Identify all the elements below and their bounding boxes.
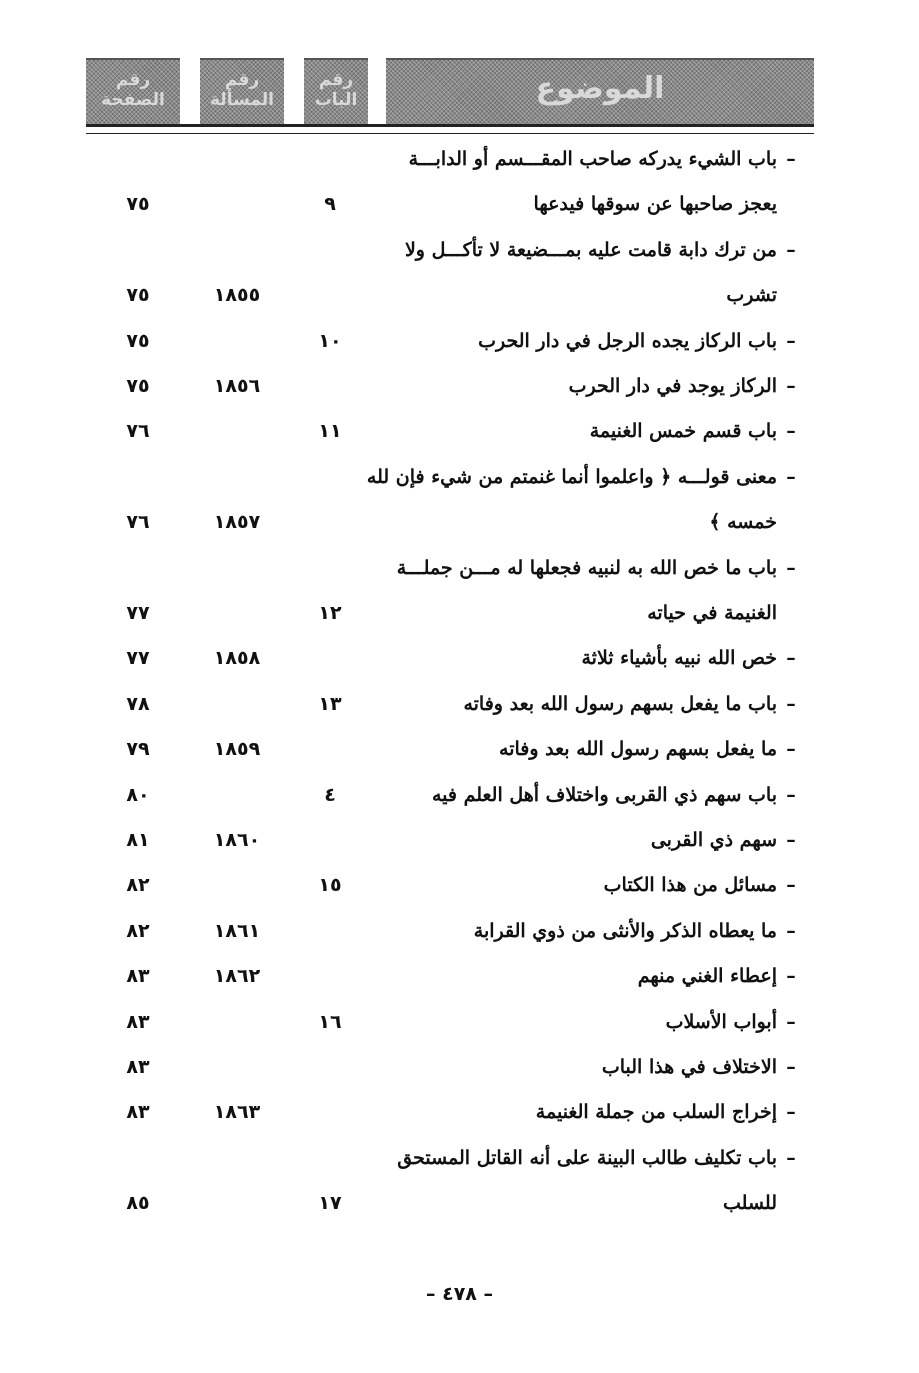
- entry-dash: –: [786, 557, 796, 579]
- chapter-number: [285, 817, 375, 863]
- header-topic-label: الموضوع: [535, 71, 665, 106]
- chapter-number: ١٥: [318, 874, 342, 896]
- issue-number: ١٨٥٧: [213, 511, 261, 533]
- entry-dash: –: [786, 148, 796, 170]
- entry-title-text: الركاز يوجد في دار الحرب: [568, 375, 777, 397]
- table-header: [86, 58, 814, 122]
- table-row: [0, 681, 919, 727]
- chapter-number: [285, 454, 375, 500]
- page-ref: ٨٢: [126, 920, 150, 942]
- chapter-number: [285, 726, 375, 772]
- issue-number: [192, 1180, 282, 1226]
- table-row: [0, 272, 919, 318]
- page-ref: [93, 454, 183, 500]
- issue-number: ١٨٥٩: [213, 738, 261, 760]
- page-ref: ٨٣: [126, 1056, 150, 1078]
- entry-title-text: تشرب: [726, 284, 777, 306]
- entry-title-text: سهم ذي القربى: [650, 829, 777, 851]
- entry-title-text: إخراج السلب من جملة الغنيمة: [535, 1101, 777, 1123]
- table-row: [0, 136, 919, 182]
- page-ref: [93, 545, 183, 591]
- table-row: [0, 318, 919, 364]
- page-ref: ٨٥: [126, 1192, 150, 1214]
- issue-number: [192, 454, 282, 500]
- table-row: [0, 817, 919, 863]
- issue-number: ١٨٦١: [213, 920, 261, 942]
- entry-dash: –: [786, 647, 796, 669]
- entry-title-text: باب سهم ذي القربى واختلاف أهل العلم فيه: [431, 784, 777, 806]
- entry-dash: –: [786, 965, 796, 987]
- page-ref: ٨٠: [126, 784, 150, 806]
- entry-title-text: باب الشيء يدركه صاحب المقـــسم أو الدابـــة: [408, 148, 777, 170]
- entry-title-text: معنى قولـــه ﴿ واعلموا أنما غنمتم من شيء فإن لله: [366, 466, 777, 488]
- entry-dash: –: [786, 784, 796, 806]
- entry-dash: –: [786, 1101, 796, 1123]
- page-ref: ٧٥: [126, 193, 150, 215]
- page-ref: ٨٣: [126, 1011, 150, 1033]
- entry-title-text: باب ما يفعل بسهم رسول الله بعد وفاته: [463, 693, 777, 715]
- table-row: [0, 1044, 919, 1090]
- table-row: [0, 1089, 919, 1135]
- issue-number: [192, 999, 282, 1045]
- table-row: [0, 908, 919, 954]
- chapter-number: ١٣: [318, 693, 342, 715]
- table-row: [0, 545, 919, 591]
- table-row: [0, 772, 919, 818]
- issue-number: [192, 862, 282, 908]
- page-ref: ٨١: [126, 829, 150, 851]
- issue-number: [192, 545, 282, 591]
- page-ref: ٨٢: [126, 874, 150, 896]
- entry-title-text: خمسه ﴾: [709, 511, 777, 533]
- table-row: [0, 999, 919, 1045]
- entry-title-text: باب الركاز يجده الرجل في دار الحرب: [478, 330, 777, 352]
- header-masala-column: [200, 58, 284, 124]
- chapter-number: [285, 953, 375, 999]
- chapter-number: [285, 136, 375, 182]
- entry-dash: –: [786, 420, 796, 442]
- entry-title-text: باب ما خص الله به لنبيه فجعلها له مـــن جملـــة: [396, 557, 777, 579]
- entry-title-text: من ترك دابة قامت عليه بمـــضيعة لا تأكـــل ولا: [404, 239, 777, 261]
- table-row: [0, 408, 919, 454]
- chapter-number: [285, 908, 375, 954]
- table-row: [0, 454, 919, 500]
- entry-dash: –: [786, 829, 796, 851]
- entry-title-text: يعجز صاحبها عن سوقها فيدعها: [533, 193, 777, 215]
- header-masala-label: رقم المسألة: [210, 70, 274, 110]
- entry-dash: –: [786, 920, 796, 942]
- entry-title-text: إعطاء الغني منهم: [637, 965, 777, 987]
- chapter-number: ١٠: [318, 330, 342, 352]
- issue-number: ١٨٥٦: [213, 375, 261, 397]
- entry-title-text: باب تكليف طالب البينة على أنه القاتل المستحق: [397, 1147, 777, 1169]
- issue-number: [192, 318, 282, 364]
- entry-dash: –: [786, 1147, 796, 1169]
- chapter-number: [285, 1135, 375, 1181]
- entry-dash: –: [786, 693, 796, 715]
- page-ref: ٨٣: [126, 1101, 150, 1123]
- issue-number: ١٨٥٥: [213, 284, 261, 306]
- chapter-number: [285, 1044, 375, 1090]
- entry-title-text: باب قسم خمس الغنيمة: [589, 420, 777, 442]
- page-number: – ٤٧٨ –: [425, 1283, 494, 1305]
- issue-number: [192, 590, 282, 636]
- chapter-number: ١٦: [318, 1011, 342, 1033]
- table-row: [0, 1135, 919, 1181]
- chapter-number: [285, 545, 375, 591]
- header-bab-label: رقم الباب: [314, 70, 358, 110]
- chapter-number: [285, 635, 375, 681]
- chapter-number: [285, 363, 375, 409]
- chapter-number: ٩: [324, 193, 336, 215]
- table-row: [0, 590, 919, 636]
- chapter-number: ١٢: [318, 602, 342, 624]
- issue-number: ١٨٦٣: [213, 1101, 261, 1123]
- chapter-number: ١٧: [318, 1192, 342, 1214]
- chapter-number: ١١: [318, 420, 342, 442]
- header-topic-column: [386, 58, 814, 124]
- entry-title-text: أبواب الأسلاب: [665, 1011, 777, 1033]
- table-row: [0, 862, 919, 908]
- table-row: [0, 363, 919, 409]
- page-ref: ٧٦: [126, 420, 150, 442]
- entry-dash: –: [786, 874, 796, 896]
- page-ref: ٧٩: [126, 738, 150, 760]
- header-bab-column: [304, 58, 368, 124]
- entry-title-text: ما يفعل بسهم رسول الله بعد وفاته: [499, 738, 777, 760]
- issue-number: [192, 227, 282, 273]
- entry-dash: –: [786, 239, 796, 261]
- entry-title-text: الغنيمة في حياته: [647, 602, 777, 624]
- table-row: [0, 726, 919, 772]
- entry-dash: –: [786, 1056, 796, 1078]
- issue-number: [192, 681, 282, 727]
- entry-dash: –: [786, 1011, 796, 1033]
- chapter-number: [285, 227, 375, 273]
- entry-dash: –: [786, 375, 796, 397]
- page-ref: ٧٨: [126, 693, 150, 715]
- issue-number: [192, 1135, 282, 1181]
- chapter-number: [285, 1089, 375, 1135]
- entry-title-text: مسائل من هذا الكتاب: [603, 874, 777, 896]
- table-row: [0, 635, 919, 681]
- page-ref: [93, 136, 183, 182]
- page-ref: ٧٥: [126, 284, 150, 306]
- page-ref: ٧٧: [126, 602, 150, 624]
- entry-dash: –: [786, 466, 796, 488]
- page-ref: [93, 227, 183, 273]
- header-page-column: [86, 58, 180, 124]
- issue-number: [192, 1044, 282, 1090]
- page-ref: [93, 1135, 183, 1181]
- entry-title-text: ما يعطاه الذكر والأنثى من ذوي القرابة: [473, 920, 777, 942]
- issue-number: [192, 181, 282, 227]
- header-rule: [86, 124, 814, 134]
- table-row: [0, 953, 919, 999]
- issue-number: [192, 136, 282, 182]
- page-ref: ٧٦: [126, 511, 150, 533]
- issue-number: [192, 408, 282, 454]
- issue-number: [192, 772, 282, 818]
- entry-dash: –: [786, 738, 796, 760]
- issue-number: ١٨٦٢: [213, 965, 261, 987]
- table-row: [0, 499, 919, 545]
- table-row: [0, 1180, 919, 1226]
- table-row: [0, 227, 919, 273]
- entry-title-text: خص الله نبيه بأشياء ثلاثة: [581, 647, 777, 669]
- table-row: [0, 181, 919, 227]
- page-ref: ٧٥: [126, 330, 150, 352]
- chapter-number: [285, 272, 375, 318]
- entry-dash: –: [786, 330, 796, 352]
- chapter-number: [285, 499, 375, 545]
- entry-title-text: للسلب: [723, 1192, 777, 1214]
- header-page-label: رقم الصفحة: [101, 70, 165, 110]
- entry-title-text: الاختلاف في هذا الباب: [601, 1056, 777, 1078]
- page-ref: ٧٧: [126, 647, 150, 669]
- issue-number: ١٨٦٠: [213, 829, 261, 851]
- chapter-number: ٤: [324, 784, 336, 806]
- page-ref: ٧٥: [126, 375, 150, 397]
- issue-number: ١٨٥٨: [213, 647, 261, 669]
- page-ref: ٨٣: [126, 965, 150, 987]
